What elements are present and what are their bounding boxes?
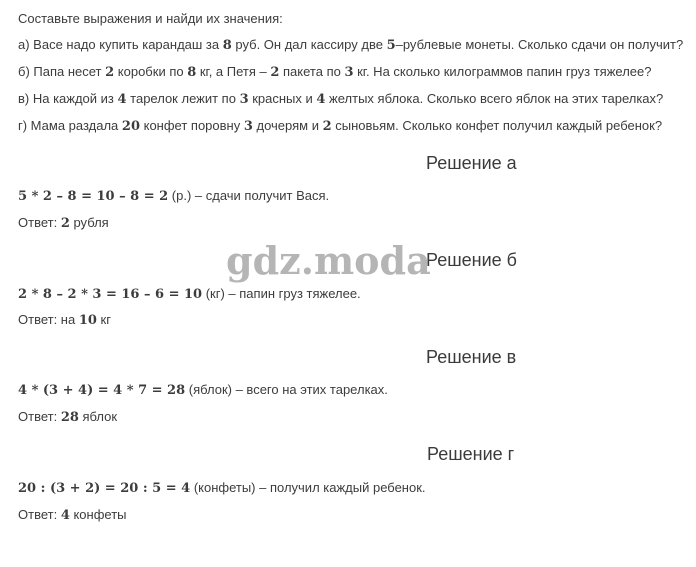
task-b-num-2: 8 [187,65,197,80]
task-b-text-1: б) Папа несет [18,64,106,79]
solution-g-answer-num: 4 [60,508,70,523]
solution-v-expression [18,382,388,399]
task-a-text-2: руб. Он дал кассиру две [231,37,387,52]
solution-b-heading: Решение б [426,250,517,270]
solution-v-tail: (яблок) – всего на этих тарелках. [185,382,388,397]
intro-text: Составьте выражения и найди их значения: [18,11,283,26]
solution-a-math: 5 * 2 – 8 = 10 – 8 = 2 [18,189,169,204]
solution-b-math: 2 * 8 – 2 * 3 = 16 – 6 = 10 [18,287,203,302]
solution-g-heading: Решение г [427,444,515,464]
solution-v-answer-num: 28 [60,410,79,425]
solution-a-heading: Решение а [426,153,517,173]
task-g [18,118,662,135]
task-a-text-1: а) Васе надо купить карандаш за [18,37,223,52]
solution-g-tail: (конфеты) – получил каждый ребенок. [190,480,426,495]
solution-b-answer [18,312,111,329]
task-v-text-3: красных и [248,91,317,106]
solution-g-answer [18,507,127,524]
task-b-text-3: кг, а Петя – [196,64,271,79]
task-a [18,37,683,54]
task-v-num-2: 3 [239,92,249,107]
task-b-num-3: 2 [270,65,280,80]
task-v [18,91,663,108]
solution-b-tail: (кг) – папин груз тяжелее. [202,286,361,301]
solution-a-answer-unit: рубля [69,215,109,230]
solution-a-expression [18,188,329,205]
solution-b-answer-label: Ответ: на [18,312,79,327]
solution-b-answer-unit: кг [96,312,111,327]
task-v-num-3: 4 [316,92,326,107]
solution-a-answer [18,215,109,232]
task-a-num-2: 5 [386,38,396,53]
solution-a-answer-label: Ответ: [18,215,61,230]
task-v-num-1: 4 [117,92,127,107]
task-g-text-2: конфет поровну [140,118,244,133]
solution-v-answer [18,409,117,426]
solution-v-heading: Решение в [426,347,517,367]
task-a-text-3: –рублевые монеты. Сколько сдачи он получит? [395,37,684,52]
task-b-text-5: кг. На сколько килограммов папин груз тяжелее? [353,64,652,79]
task-b [18,64,651,81]
task-g-text-3: дочерям и [252,118,323,133]
task-b-text-4: пакета по [279,64,345,79]
solution-g-expression [18,480,426,497]
solution-b-answer-num: 10 [78,313,97,328]
task-g-text-4: сыновьям. Сколько конфет получил каждый ребенок? [331,118,663,133]
solution-g-answer-unit: конфеты [69,507,127,522]
solution-g-answer-label: Ответ: [18,507,61,522]
solution-v-answer-label: Ответ: [18,409,61,424]
task-a-num-1: 8 [222,38,232,53]
solution-b-expression [18,286,361,303]
solution-a-answer-num: 2 [60,216,70,231]
solution-a-tail: (р.) – сдачи получит Вася. [168,188,330,203]
watermark: gdz.moda [226,238,431,283]
task-g-num-2: 3 [243,119,253,134]
task-b-num-4: 3 [344,65,354,80]
task-g-num-1: 20 [121,119,140,134]
solution-v-math: 4 * (3 + 4) = 4 * 7 = 28 [18,383,186,398]
task-b-num-1: 2 [105,65,115,80]
solution-v-answer-unit: яблок [78,409,118,424]
task-v-text-4: желтых яблока. Сколько всего яблок на этих тарелках? [325,91,664,106]
task-g-num-3: 2 [322,119,332,134]
solution-g-math: 20 : (3 + 2) = 20 : 5 = 4 [18,481,191,496]
task-b-text-2: коробки по [114,64,188,79]
task-v-text-2: тарелок лежит по [126,91,240,106]
task-v-text-1: в) На каждой из [18,91,118,106]
task-g-text-1: г) Мама раздала [18,118,122,133]
